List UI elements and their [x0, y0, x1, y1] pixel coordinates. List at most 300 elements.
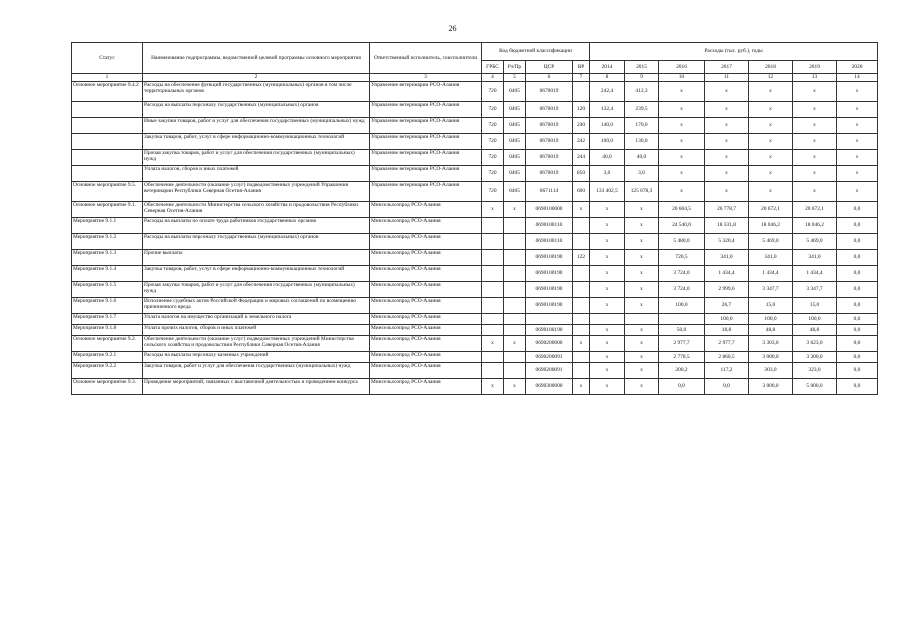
- page-number: 26: [448, 24, 457, 33]
- subheader-cell: 2019: [793, 61, 837, 74]
- executor-cell: Минсельхозпрод РСО-Алания: [370, 352, 482, 363]
- subheader-cell: 2020: [837, 61, 878, 74]
- table-row: [72, 182, 878, 202]
- value-cell: 3 300,0: [793, 352, 837, 363]
- value-cell: 0,0: [837, 218, 878, 234]
- value-cell: x: [793, 102, 837, 118]
- column-number: 9: [625, 74, 659, 82]
- subheader-cell: 2017: [705, 61, 749, 74]
- value-cell: 0690100190: [526, 298, 573, 314]
- value-cell: x: [573, 202, 590, 218]
- table-row: [72, 336, 878, 352]
- value-cell: x: [705, 182, 749, 202]
- value-cell: x: [625, 363, 659, 379]
- name-cell: Закупка товаров, работ и услуг для обеспечения государственных (муниципальных) нужд: [143, 363, 370, 379]
- budget-table: [71, 42, 878, 395]
- value-cell: 20 604,5: [659, 202, 705, 218]
- column-number: 14: [837, 74, 878, 82]
- value-cell: 341,0: [705, 250, 749, 266]
- value-cell: [625, 314, 659, 325]
- header-executor: Ответственный исполнитель, соисполнители: [370, 43, 482, 74]
- value-cell: x: [793, 118, 837, 134]
- column-number: 5: [504, 74, 526, 82]
- value-cell: 0670019: [526, 82, 573, 102]
- value-cell: [482, 218, 504, 234]
- value-cell: [504, 298, 526, 314]
- value-cell: 0690200091: [526, 363, 573, 379]
- value-cell: x: [590, 282, 625, 298]
- name-cell: Исполнение судебных актов Российской Федерации и мировых соглашений по возмещению причиненного вреда: [143, 298, 370, 314]
- value-cell: x: [793, 166, 837, 182]
- value-cell: 1 434,4: [793, 266, 837, 282]
- value-cell: 244: [573, 150, 590, 166]
- value-cell: x: [590, 352, 625, 363]
- value-cell: 15,0: [793, 298, 837, 314]
- table-row: [72, 352, 878, 363]
- value-cell: x: [625, 266, 659, 282]
- executor-cell: Минсельхозпрод РСО-Алания: [370, 314, 482, 325]
- subheader-cell: ГРБС: [482, 61, 504, 74]
- value-cell: 720: [482, 118, 504, 134]
- value-cell: 0690100190: [526, 266, 573, 282]
- value-cell: 3 000,0: [749, 352, 793, 363]
- name-cell: Расходы на выплаты по оплате труда работников государственных органов: [143, 218, 370, 234]
- value-cell: 0405: [504, 102, 526, 118]
- value-cell: x: [705, 150, 749, 166]
- value-cell: 48,8: [749, 325, 793, 336]
- value-cell: x: [625, 325, 659, 336]
- value-cell: x: [749, 134, 793, 150]
- column-number: 10: [659, 74, 705, 82]
- value-cell: 133 402,5: [590, 182, 625, 202]
- table-row: [72, 150, 878, 166]
- value-cell: 0671114: [526, 182, 573, 202]
- value-cell: [482, 363, 504, 379]
- table-row: [72, 82, 878, 102]
- table-row: [72, 282, 878, 298]
- value-cell: 18 331,8: [705, 218, 749, 234]
- value-cell: x: [590, 202, 625, 218]
- value-cell: 0690300000: [526, 379, 573, 395]
- value-cell: x: [837, 150, 878, 166]
- column-number: 12: [749, 74, 793, 82]
- value-cell: x: [504, 202, 526, 218]
- value-cell: 3,0: [625, 166, 659, 182]
- value-cell: x: [504, 379, 526, 395]
- executor-cell: Минсельхозпрод РСО-Алания: [370, 336, 482, 352]
- value-cell: 240: [573, 118, 590, 134]
- value-cell: 323,0: [793, 363, 837, 379]
- value-cell: 0670019: [526, 166, 573, 182]
- value-cell: x: [625, 282, 659, 298]
- value-cell: [504, 314, 526, 325]
- name-cell: Расходы на выплаты персоналу государственных (муниципальных) органов: [143, 102, 370, 118]
- table-row: [72, 234, 878, 250]
- table-row: [72, 118, 878, 134]
- value-cell: 1 434,4: [749, 266, 793, 282]
- value-cell: [482, 282, 504, 298]
- value-cell: 3 000,0: [749, 379, 793, 395]
- value-cell: [573, 266, 590, 282]
- value-cell: 100,0: [749, 314, 793, 325]
- value-cell: x: [749, 166, 793, 182]
- value-cell: 0,0: [837, 282, 878, 298]
- column-number: 2: [143, 74, 370, 82]
- value-cell: [504, 266, 526, 282]
- value-cell: x: [837, 82, 878, 102]
- executor-cell: Минсельхозпрод РСО-Алания: [370, 266, 482, 282]
- value-cell: 720: [482, 182, 504, 202]
- value-cell: 100,0: [793, 314, 837, 325]
- value-cell: 3 303,0: [749, 336, 793, 352]
- value-cell: 20 672,1: [749, 202, 793, 218]
- value-cell: 140,0: [590, 118, 625, 134]
- status-cell: Основное мероприятие 9.2.: [72, 336, 143, 352]
- value-cell: [573, 298, 590, 314]
- executor-cell: Управление ветеринарии РСО-Алания: [370, 102, 482, 118]
- value-cell: x: [482, 336, 504, 352]
- value-cell: 720: [482, 102, 504, 118]
- value-cell: x: [749, 118, 793, 134]
- value-cell: 5 480,0: [659, 234, 705, 250]
- value-cell: x: [482, 202, 504, 218]
- value-cell: [573, 314, 590, 325]
- value-cell: 3 724,0: [659, 266, 705, 282]
- value-cell: 0670019: [526, 150, 573, 166]
- value-cell: 0,0: [837, 352, 878, 363]
- value-cell: [482, 314, 504, 325]
- value-cell: x: [837, 118, 878, 134]
- subheader-cell: 2018: [749, 61, 793, 74]
- executor-cell: Минсельхозпрод РСО-Алания: [370, 250, 482, 266]
- value-cell: 0690100000: [526, 202, 573, 218]
- value-cell: 303,0: [749, 363, 793, 379]
- status-cell: Основное мероприятие 9.4.2: [72, 82, 143, 102]
- executor-cell: Управление ветеринарии РСО-Алания: [370, 166, 482, 182]
- value-cell: 125 678,3: [625, 182, 659, 202]
- value-cell: x: [590, 234, 625, 250]
- value-cell: 0,0: [837, 325, 878, 336]
- value-cell: 40,0: [625, 150, 659, 166]
- value-cell: x: [590, 363, 625, 379]
- value-cell: x: [705, 166, 749, 182]
- value-cell: x: [573, 379, 590, 395]
- value-cell: x: [625, 218, 659, 234]
- table-row: [72, 250, 878, 266]
- value-cell: 5 000,0: [793, 379, 837, 395]
- value-cell: 0,0: [837, 379, 878, 395]
- value-cell: [573, 363, 590, 379]
- value-cell: x: [482, 379, 504, 395]
- value-cell: x: [590, 298, 625, 314]
- value-cell: [573, 282, 590, 298]
- name-cell: Прочие выплаты: [143, 250, 370, 266]
- value-cell: x: [837, 182, 878, 202]
- value-cell: 15,0: [749, 298, 793, 314]
- value-cell: [504, 282, 526, 298]
- value-cell: 720: [482, 134, 504, 150]
- subheader-cell: 2014: [590, 61, 625, 74]
- value-cell: [482, 325, 504, 336]
- value-cell: 3 623,0: [793, 336, 837, 352]
- executor-cell: Минсельхозпрод РСО-Алания: [370, 379, 482, 395]
- executor-cell: Управление ветеринарии РСО-Алания: [370, 118, 482, 134]
- name-cell: Расходы на выплаты персоналу казенных учреждений: [143, 352, 370, 363]
- value-cell: x: [659, 150, 705, 166]
- value-cell: 341,0: [749, 250, 793, 266]
- value-cell: [504, 234, 526, 250]
- header-expenses: Расходы (тыс. руб.), годы: [590, 43, 878, 61]
- header-status: Статус: [72, 43, 143, 74]
- value-cell: x: [625, 352, 659, 363]
- value-cell: 341,0: [793, 250, 837, 266]
- column-number: 3: [370, 74, 482, 82]
- name-cell: Уплата налогов, сборов и иных платежей: [143, 166, 370, 182]
- executor-cell: Минсельхозпрод РСО-Алания: [370, 218, 482, 234]
- value-cell: [504, 352, 526, 363]
- value-cell: 3 347,7: [749, 282, 793, 298]
- value-cell: x: [625, 250, 659, 266]
- value-cell: 18,8: [705, 325, 749, 336]
- value-cell: 3 347,7: [793, 282, 837, 298]
- subheader-cell: 2016: [659, 61, 705, 74]
- column-number: 13: [793, 74, 837, 82]
- value-cell: 0,0: [837, 336, 878, 352]
- value-cell: 0,0: [837, 250, 878, 266]
- value-cell: 720: [482, 150, 504, 166]
- table-row: [72, 363, 878, 379]
- subheader-cell: Рз/Пр: [504, 61, 526, 74]
- value-cell: 0690200000: [526, 336, 573, 352]
- value-cell: 0,0: [837, 266, 878, 282]
- value-cell: x: [749, 82, 793, 102]
- value-cell: x: [590, 250, 625, 266]
- column-number: 1: [72, 74, 143, 82]
- value-cell: 0,0: [705, 379, 749, 395]
- column-number: 6: [526, 74, 573, 82]
- value-cell: 0690100190: [526, 325, 573, 336]
- value-cell: [482, 234, 504, 250]
- status-cell: [72, 166, 143, 182]
- value-cell: 0405: [504, 182, 526, 202]
- value-cell: [526, 314, 573, 325]
- table-row: [72, 266, 878, 282]
- executor-cell: Управление ветеринарии РСО-Алания: [370, 82, 482, 102]
- value-cell: [504, 325, 526, 336]
- table-row: [72, 298, 878, 314]
- status-cell: [72, 118, 143, 134]
- value-cell: x: [590, 336, 625, 352]
- name-cell: Закупка товаров, работ, услуг в сфере информационно-коммуникационных технологий: [143, 134, 370, 150]
- executor-cell: Минсельхозпрод РСО-Алания: [370, 282, 482, 298]
- value-cell: 0670019: [526, 102, 573, 118]
- value-cell: x: [749, 150, 793, 166]
- value-cell: [573, 82, 590, 102]
- status-cell: Мероприятие 9.1.4: [72, 266, 143, 282]
- name-cell: Уплата прочих налогов, сборов и иных платежей: [143, 325, 370, 336]
- value-cell: 0,0: [837, 202, 878, 218]
- value-cell: x: [749, 102, 793, 118]
- value-cell: 0690100190: [526, 282, 573, 298]
- value-cell: x: [573, 336, 590, 352]
- value-cell: 0,0: [837, 298, 878, 314]
- value-cell: 0690100110: [526, 234, 573, 250]
- name-cell: Обеспечение деятельности Министерства сельского хозяйства и продовольствия Республики Северная Осетия-Алания: [143, 202, 370, 218]
- value-cell: [482, 298, 504, 314]
- value-cell: 132,4: [590, 102, 625, 118]
- value-cell: 40,0: [590, 150, 625, 166]
- status-cell: Мероприятие 9.1.2: [72, 234, 143, 250]
- value-cell: 242: [573, 134, 590, 150]
- value-cell: 18 046,2: [749, 218, 793, 234]
- value-cell: 0405: [504, 82, 526, 102]
- value-cell: 720: [482, 82, 504, 102]
- value-cell: x: [837, 134, 878, 150]
- column-number: 8: [590, 74, 625, 82]
- table-row: [72, 102, 878, 118]
- column-number: 7: [573, 74, 590, 82]
- value-cell: x: [659, 166, 705, 182]
- status-cell: Мероприятие 9.1.8: [72, 325, 143, 336]
- value-cell: x: [793, 150, 837, 166]
- name-cell: Проведение мероприятий, связанных с выставочной деятельностью и проведением конкурса: [143, 379, 370, 395]
- value-cell: 2 977,7: [659, 336, 705, 352]
- value-cell: [573, 218, 590, 234]
- name-cell: Расходы на обеспечение функций государственных (муниципальных) органов в том числе территориальных органов: [143, 82, 370, 102]
- name-cell: Иные закупки товаров, работ и услуг для обеспечения государственных (муниципальных) нужд: [143, 118, 370, 134]
- value-cell: 2 778,5: [659, 352, 705, 363]
- value-cell: x: [705, 82, 749, 102]
- value-cell: [659, 314, 705, 325]
- value-cell: 170,0: [625, 118, 659, 134]
- name-cell: Обеспечение деятельности (оказание услуг) подведомственных учреждений Министерства сельского хозяйства и продовольствия Республики Северная Осетия-Алания: [143, 336, 370, 352]
- value-cell: 122: [573, 250, 590, 266]
- value-cell: 117,2: [705, 363, 749, 379]
- value-cell: x: [837, 102, 878, 118]
- value-cell: x: [793, 82, 837, 102]
- value-cell: x: [625, 202, 659, 218]
- executor-cell: Минсельхозпрод РСО-Алания: [370, 363, 482, 379]
- value-cell: 239,5: [625, 102, 659, 118]
- value-cell: [482, 266, 504, 282]
- value-cell: 24 540,0: [659, 218, 705, 234]
- value-cell: [504, 363, 526, 379]
- executor-cell: Минсельхозпрод РСО-Алания: [370, 298, 482, 314]
- table-row: [72, 134, 878, 150]
- value-cell: 26,7: [705, 298, 749, 314]
- name-cell: Закупка товаров, работ, услуг в сфере информационно-коммуникационных технологий: [143, 266, 370, 282]
- value-cell: 0,0: [659, 379, 705, 395]
- value-cell: x: [504, 336, 526, 352]
- table-row: [72, 314, 878, 325]
- executor-cell: Минсельхозпрод РСО-Алания: [370, 202, 482, 218]
- table-row: [72, 202, 878, 218]
- executor-cell: Минсельхозпрод РСО-Алания: [370, 325, 482, 336]
- value-cell: 600: [573, 182, 590, 202]
- value-cell: 130,0: [625, 134, 659, 150]
- value-cell: x: [625, 234, 659, 250]
- status-cell: Мероприятие 9.2.2: [72, 363, 143, 379]
- value-cell: 0670019: [526, 118, 573, 134]
- status-cell: Мероприятие 9.2.1: [72, 352, 143, 363]
- value-cell: 18 046,2: [793, 218, 837, 234]
- name-cell: Прочая закупка товаров, работ и услуг для обеспечения государственных (муниципальных) нужд: [143, 150, 370, 166]
- status-cell: Мероприятие 9.1.6: [72, 298, 143, 314]
- value-cell: 1 434,4: [705, 266, 749, 282]
- column-number: 11: [705, 74, 749, 82]
- executor-cell: Минсельхозпрод РСО-Алания: [370, 234, 482, 250]
- status-cell: Мероприятие 9.1.5: [72, 282, 143, 298]
- value-cell: 242,4: [590, 82, 625, 102]
- value-cell: [482, 250, 504, 266]
- value-cell: 412,3: [625, 82, 659, 102]
- status-cell: [72, 150, 143, 166]
- value-cell: [573, 352, 590, 363]
- value-cell: x: [625, 379, 659, 395]
- executor-cell: Управление ветеринарии РСО-Алания: [370, 134, 482, 150]
- status-cell: Мероприятие 9.1.3: [72, 250, 143, 266]
- value-cell: 3,0: [590, 166, 625, 182]
- value-cell: x: [705, 118, 749, 134]
- value-cell: x: [749, 182, 793, 202]
- value-cell: x: [659, 118, 705, 134]
- value-cell: x: [659, 82, 705, 102]
- table-row: [72, 218, 878, 234]
- value-cell: x: [793, 134, 837, 150]
- value-cell: 200,2: [659, 363, 705, 379]
- value-cell: x: [705, 102, 749, 118]
- value-cell: 0,0: [837, 363, 878, 379]
- value-cell: 0,0: [837, 234, 878, 250]
- value-cell: 2 860,5: [705, 352, 749, 363]
- value-cell: 0405: [504, 150, 526, 166]
- value-cell: x: [590, 325, 625, 336]
- value-cell: 5 469,0: [749, 234, 793, 250]
- header-name: Наименование подпрограммы, ведомственной целевой программы основного мероприятия: [143, 43, 370, 74]
- value-cell: 720: [482, 166, 504, 182]
- table-row: [72, 379, 878, 395]
- value-cell: 0670019: [526, 134, 573, 150]
- table-row: [72, 166, 878, 182]
- value-cell: 0690100190: [526, 250, 573, 266]
- value-cell: x: [625, 298, 659, 314]
- value-cell: 0405: [504, 118, 526, 134]
- value-cell: x: [705, 134, 749, 150]
- status-cell: Основное мероприятие 9.1.: [72, 202, 143, 218]
- value-cell: x: [625, 336, 659, 352]
- value-cell: x: [793, 182, 837, 202]
- status-cell: [72, 102, 143, 118]
- status-cell: [72, 134, 143, 150]
- value-cell: 48,8: [793, 325, 837, 336]
- table-row: [72, 325, 878, 336]
- value-cell: 720,5: [659, 250, 705, 266]
- value-cell: x: [659, 182, 705, 202]
- status-cell: Основное мероприятие 9.5.: [72, 182, 143, 202]
- value-cell: 0690200091: [526, 352, 573, 363]
- value-cell: [573, 234, 590, 250]
- value-cell: x: [659, 102, 705, 118]
- name-cell: Обеспечение деятельности (оказание услуг) подведомственных учреждений Управления ветеринарии Республики Северная Осетия-Алания: [143, 182, 370, 202]
- value-cell: 100,0: [705, 314, 749, 325]
- value-cell: 50,0: [659, 325, 705, 336]
- status-cell: Мероприятие 9.1.1: [72, 218, 143, 234]
- subheader-cell: 2015: [625, 61, 659, 74]
- subheader-cell: ЦСР: [526, 61, 573, 74]
- column-number: 4: [482, 74, 504, 82]
- value-cell: 2 999,6: [705, 282, 749, 298]
- status-cell: Мероприятие 9.1.7: [72, 314, 143, 325]
